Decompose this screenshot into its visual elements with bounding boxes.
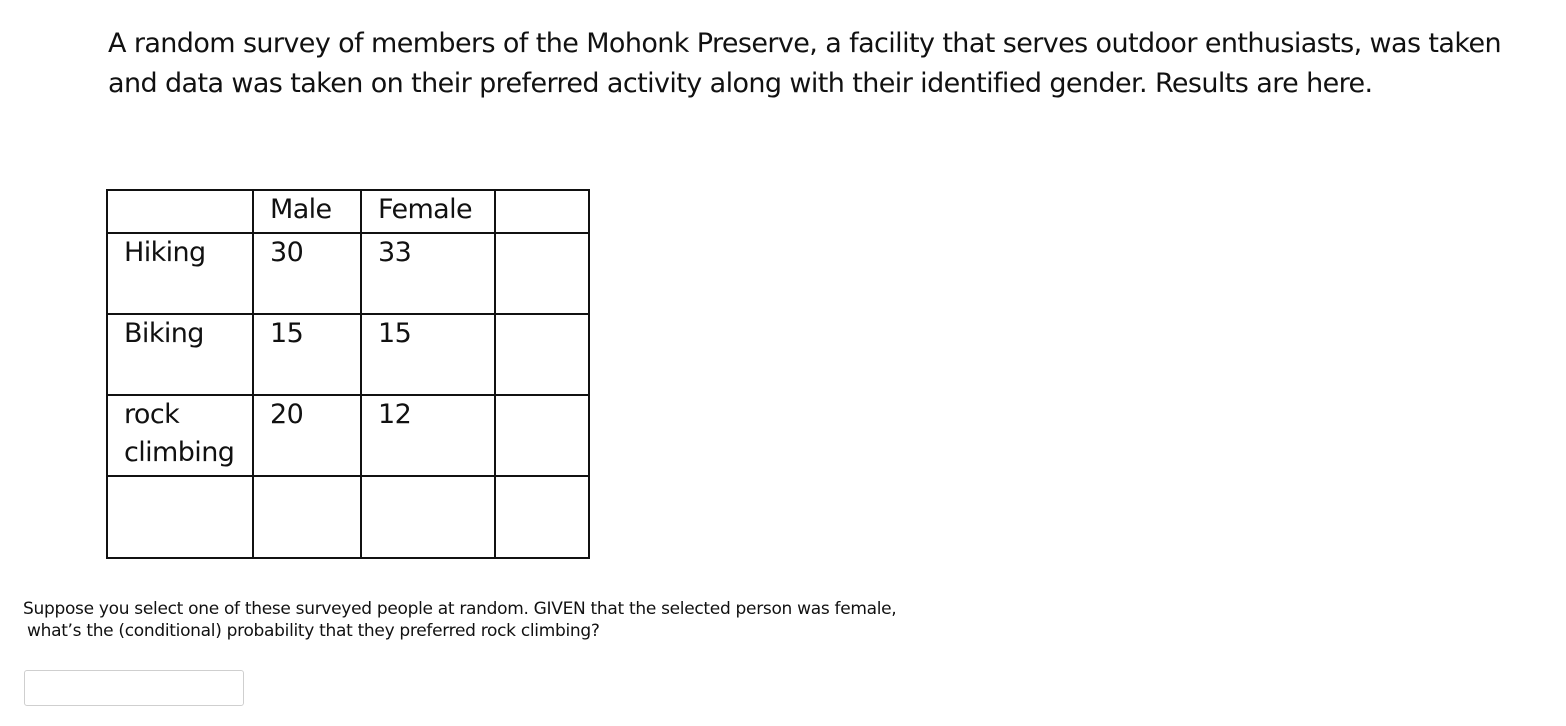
cell-female: 12 (361, 395, 495, 476)
question-line-1: Suppose you select one of these surveyed people at random. GIVEN that the selected person was female, (23, 599, 897, 619)
row-label: Hiking (107, 233, 253, 314)
answer-input[interactable] (24, 670, 244, 706)
header-cell-female: Female (361, 190, 495, 233)
cell-male: 15 (253, 314, 361, 395)
cell-total (495, 395, 589, 476)
intro-line-1: A random survey of members of the Mohonk Preserve, a facility that serves outdoor enthusiasts, was taken (108, 28, 1501, 59)
cell-female: 33 (361, 233, 495, 314)
cell-total (495, 233, 589, 314)
row-label (107, 476, 253, 558)
header-cell-total (495, 190, 589, 233)
problem-intro (108, 24, 1548, 104)
cell-female (361, 476, 495, 558)
survey-table (106, 189, 590, 559)
cell-male (253, 476, 361, 558)
table-row-total (107, 476, 589, 558)
question-line-2: what’s the (conditional) probability that they preferred rock climbing? (27, 621, 600, 641)
row-label: Biking (107, 314, 253, 395)
cell-total (495, 476, 589, 558)
table-header-row (107, 190, 589, 233)
cell-male: 30 (253, 233, 361, 314)
header-cell-corner (107, 190, 253, 233)
table-row-biking (107, 314, 589, 395)
question-text (23, 598, 896, 642)
table-row-hiking (107, 233, 589, 314)
header-cell-male: Male (253, 190, 361, 233)
cell-male: 20 (253, 395, 361, 476)
cell-female: 15 (361, 314, 495, 395)
intro-line-2: and data was taken on their preferred activity along with their identified gender. Results are here. (108, 68, 1373, 99)
cell-total (495, 314, 589, 395)
row-label: rock climbing (107, 395, 253, 476)
table-row-rock-climbing (107, 395, 589, 476)
